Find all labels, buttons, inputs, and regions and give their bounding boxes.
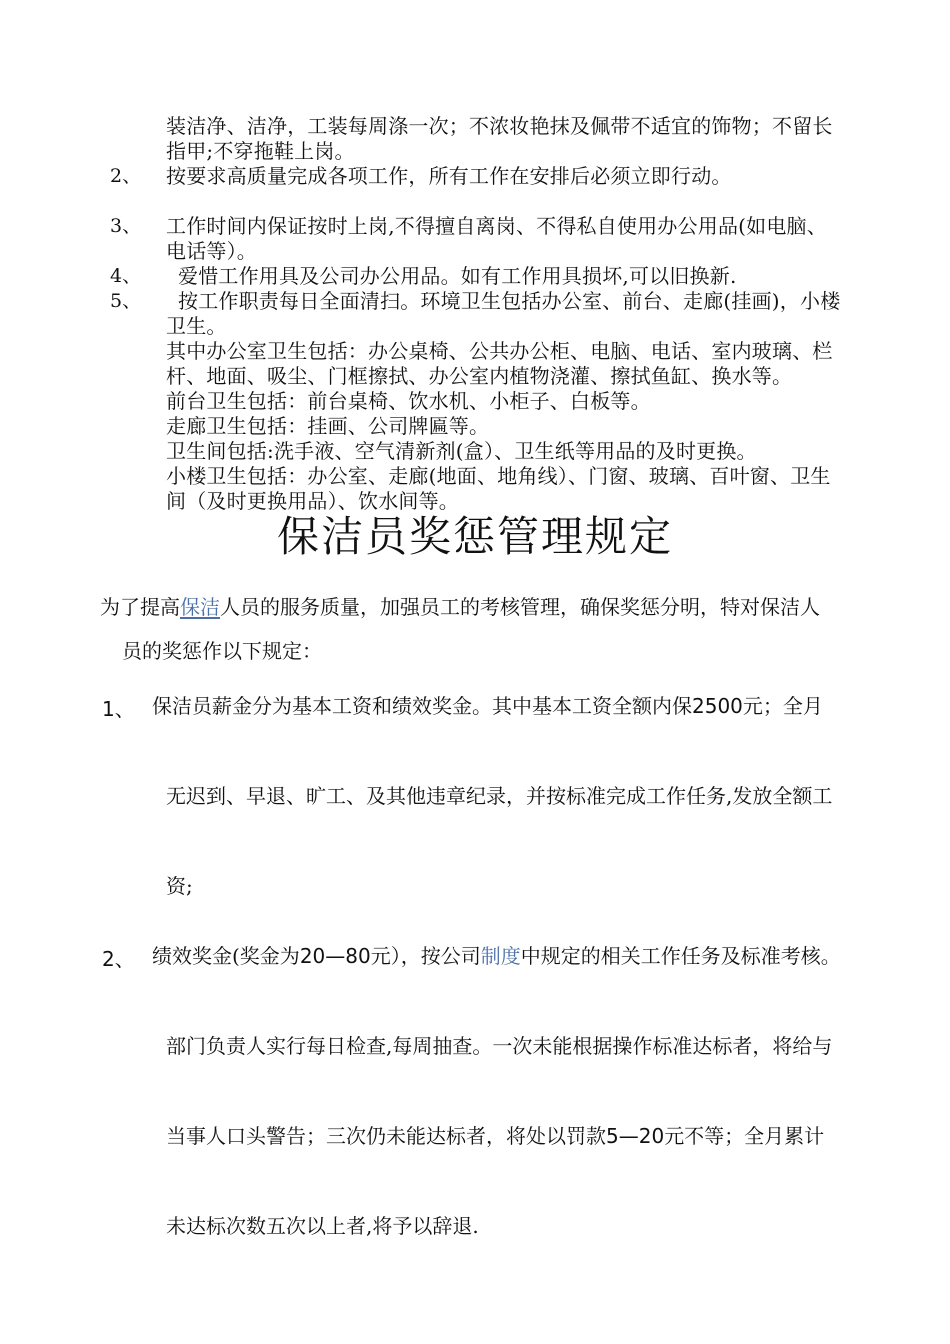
top-line-15: 间（及时更换用品）、饮水间等。 [166, 489, 459, 513]
top-line-8: 卫生。 [166, 314, 227, 338]
document-title: 保洁员奖惩管理规定 [276, 512, 673, 561]
rule-number-1: 1、 [102, 697, 135, 721]
rule-2-fine-range: 5—20 [606, 1124, 665, 1148]
rule-1-line-1 [152, 693, 823, 719]
top-line-14: 小楼卫生包括：办公室、走廊(地面、地角线）、门窗、玻璃、百叶窗、卫生 [166, 464, 831, 488]
item-number-4: 4、 [110, 265, 142, 287]
top-line-1: 装洁净、洁净，工装每周涤一次；不浓妆艳抹及佩带不适宜的饰物；不留长 [166, 114, 833, 138]
rule-1-line-2: 无迟到、早退、旷工、及其他违章纪录，并按标准完成工作任务,发放全额工 [166, 784, 833, 808]
intro-suffix: 人员的服务质量，加强员工的考核管理，确保奖惩分明，特对保洁人 [220, 595, 820, 619]
top-line-9: 其中办公室卫生包括：办公桌椅、公共办公柜、电脑、电话、室内玻璃、栏 [166, 339, 833, 363]
top-line-2: 指甲;不穿拖鞋上岗。 [166, 139, 355, 163]
intro-line-1 [100, 594, 820, 620]
rule-number-2: 2、 [102, 947, 135, 971]
intro-link-baojie[interactable]: 保洁 [180, 595, 220, 619]
rule-1-text-a: 保洁员薪金分为基本工资和绩效奖金。其中基本工资全额内保 [152, 694, 692, 718]
top-line-6: 爱惜工作用具及公司办公用品。如有工作用具损坏,可以旧换新. [178, 264, 737, 288]
rule-1-line-3: 资; [166, 874, 193, 898]
rule-2-text-a: 绩效奖金(奖金为 [152, 944, 300, 968]
top-line-3: 按要求高质量完成各项工作，所有工作在安排后必须立即行动。 [166, 164, 732, 188]
rule-1-amount: 2500 [692, 694, 743, 718]
top-line-4: 工作时间内保证按时上岗,不得擅自离岗、不得私自使用办公用品(如电脑、 [166, 214, 827, 238]
top-line-5: 电话等）。 [166, 239, 257, 263]
rule-2-line-1 [152, 943, 841, 969]
rule-2-line-4: 未达标次数五次以上者,将予以辞退. [166, 1214, 479, 1238]
rule-2-range: 20—80 [299, 944, 371, 968]
item-number-2: 2、 [110, 165, 142, 187]
top-line-11: 前台卫生包括：前台桌椅、饮水机、小柜子、白板等。 [166, 389, 651, 413]
rule-1-text-b: 元；全月 [742, 694, 823, 718]
rule-2-text-b: 元），按公司 [370, 944, 481, 968]
top-line-7: 按工作职责每日全面清扫。环境卫生包括办公室、前台、走廊(挂画)，小楼 [178, 289, 841, 313]
rule-2-text-c: 中规定的相关工作任务及标准考核。 [520, 944, 841, 968]
top-line-10: 杆、地面、吸尘、门框擦拭、办公室内植物浇灌、擦拭鱼缸、换水等。 [166, 364, 793, 388]
top-line-12: 走廊卫生包括：挂画、公司牌匾等。 [166, 414, 490, 438]
rule-2-line-3 [166, 1123, 824, 1149]
intro-prefix: 为了提高 [100, 595, 180, 619]
rule-2-text-e: 元不等；全月累计 [664, 1124, 825, 1148]
item-number-5: 5、 [110, 290, 142, 312]
rule-2-link-zhidu[interactable]: 制度 [480, 944, 521, 968]
rule-2-line-2: 部门负责人实行每日检查,每周抽查。一次未能根据操作标准达标者，将给与 [166, 1034, 833, 1058]
rule-2-text-d: 当事人口头警告；三次仍未能达标者，将处以罚款 [166, 1124, 606, 1148]
top-line-13: 卫生间包括:洗手液、空气清新剂(盒）、卫生纸等用品的及时更换。 [166, 439, 757, 463]
item-number-3: 3、 [110, 215, 142, 237]
intro-line-2: 员的奖惩作以下规定： [122, 639, 322, 663]
